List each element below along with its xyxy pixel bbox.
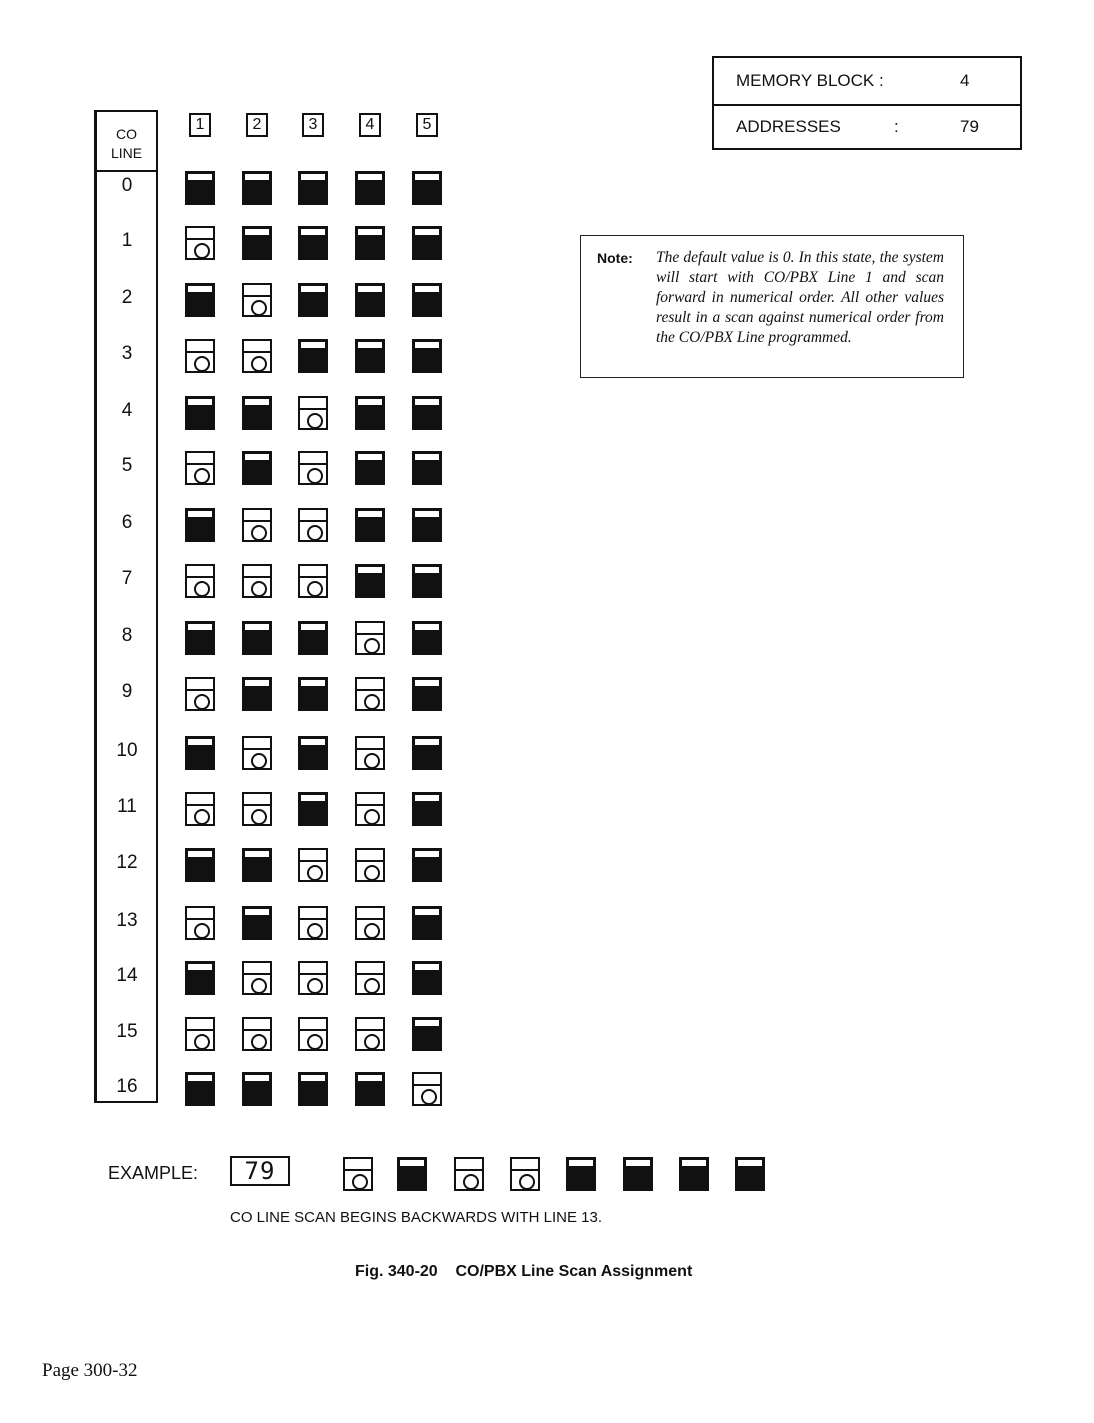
column-header: 5	[416, 113, 438, 137]
switch-off	[185, 848, 215, 882]
switch-off	[298, 171, 328, 205]
switch-on	[355, 792, 385, 826]
memory-block-value: 4	[960, 71, 970, 90]
switch-off	[242, 906, 272, 940]
switch-off	[355, 1072, 385, 1106]
co-line-number: 7	[121, 568, 133, 589]
co-line-header-line1: CO	[116, 126, 137, 142]
switch-on	[242, 564, 272, 598]
switch-off	[242, 848, 272, 882]
switch-off	[412, 621, 442, 655]
example-switch-on	[343, 1157, 373, 1191]
switch-on	[242, 792, 272, 826]
switch-off	[185, 1072, 215, 1106]
switch-on	[355, 677, 385, 711]
switch-off	[242, 396, 272, 430]
switch-off	[412, 451, 442, 485]
switch-off	[412, 171, 442, 205]
switch-off	[355, 226, 385, 260]
column-header: 3	[302, 113, 324, 137]
switch-off	[185, 621, 215, 655]
switch-on	[298, 564, 328, 598]
switch-on	[185, 226, 215, 260]
example-switch-off	[397, 1157, 427, 1191]
switch-off	[242, 621, 272, 655]
switch-off	[412, 848, 442, 882]
switch-off	[355, 451, 385, 485]
co-line-number: 13	[116, 910, 138, 931]
column-header: 2	[246, 113, 268, 137]
switch-off	[355, 283, 385, 317]
co-line-number: 3	[121, 343, 133, 364]
switch-off	[185, 736, 215, 770]
switch-off	[355, 508, 385, 542]
switch-off	[185, 961, 215, 995]
switch-on	[355, 906, 385, 940]
switch-on	[242, 283, 272, 317]
example-switch-on	[454, 1157, 484, 1191]
switch-off	[298, 226, 328, 260]
switch-on	[355, 621, 385, 655]
co-line-number: 4	[121, 400, 133, 421]
switch-on	[355, 736, 385, 770]
switch-on	[298, 396, 328, 430]
switch-on	[298, 508, 328, 542]
switch-on	[298, 848, 328, 882]
switch-off	[412, 508, 442, 542]
co-line-number: 9	[121, 681, 133, 702]
switch-off	[242, 226, 272, 260]
example-switch-off	[623, 1157, 653, 1191]
addresses-colon: :	[894, 117, 899, 136]
example-label: EXAMPLE:	[108, 1163, 199, 1183]
switch-off	[185, 283, 215, 317]
column-header: 4	[359, 113, 381, 137]
co-line-number: 16	[116, 1076, 138, 1097]
column-header: 1	[189, 113, 211, 137]
page-number: Page 300-32	[42, 1360, 138, 1381]
switch-off	[242, 451, 272, 485]
memory-block-row	[714, 58, 1020, 106]
co-line-column	[94, 110, 158, 1103]
switch-on	[242, 961, 272, 995]
co-line-number: 12	[116, 852, 138, 873]
switch-on	[185, 339, 215, 373]
note-label: Note:	[597, 250, 633, 266]
switch-on	[412, 1072, 442, 1106]
switch-on	[185, 677, 215, 711]
co-line-number: 1	[121, 230, 133, 251]
switch-on	[185, 451, 215, 485]
co-line-number: 0	[121, 175, 133, 196]
example-switch-off	[566, 1157, 596, 1191]
example-caption: CO LINE SCAN BEGINS BACKWARDS WITH LINE 13.	[230, 1209, 603, 1226]
switch-off	[412, 906, 442, 940]
switch-off	[412, 677, 442, 711]
switch-on	[298, 961, 328, 995]
switch-off	[185, 171, 215, 205]
example-switch-off	[679, 1157, 709, 1191]
switch-off	[242, 1072, 272, 1106]
switch-on	[355, 1017, 385, 1051]
switch-off	[412, 339, 442, 373]
switch-on	[242, 736, 272, 770]
co-line-number: 14	[116, 965, 138, 986]
co-line-number: 8	[121, 625, 133, 646]
switch-on	[242, 1017, 272, 1051]
switch-off	[242, 677, 272, 711]
switch-off	[185, 396, 215, 430]
switch-off	[355, 396, 385, 430]
switch-off	[298, 677, 328, 711]
memory-block-label: MEMORY BLOCK :	[736, 71, 884, 90]
switch-off	[412, 226, 442, 260]
switch-on	[355, 848, 385, 882]
co-line-number: 2	[121, 287, 133, 308]
example-switch-off	[735, 1157, 765, 1191]
switch-off	[298, 792, 328, 826]
switch-off	[298, 339, 328, 373]
addresses-value: 79	[960, 117, 979, 136]
switch-off	[242, 171, 272, 205]
note-text: The default value is 0. In this state, the system will start with CO/PBX Line 1 and scan forward in numerical order. All other values result in a scan against numerical order from the CO/PBX Line programmed.	[656, 249, 944, 346]
switch-off	[298, 283, 328, 317]
co-line-number: 6	[121, 512, 133, 533]
switch-on	[185, 792, 215, 826]
switch-off	[355, 564, 385, 598]
co-line-number: 5	[121, 455, 133, 476]
switch-off	[412, 792, 442, 826]
switch-on	[185, 564, 215, 598]
figure-caption: Fig. 340-20 CO/PBX Line Scan Assignment	[355, 1263, 693, 1280]
switch-off	[298, 736, 328, 770]
addresses-row	[714, 104, 1020, 150]
switch-off	[412, 961, 442, 995]
switch-on	[298, 906, 328, 940]
switch-off	[412, 564, 442, 598]
addresses-label: ADDRESSES	[736, 117, 841, 136]
memory-address-box	[712, 56, 1022, 150]
co-line-number: 10	[116, 740, 138, 761]
co-line-number: 11	[117, 796, 137, 817]
switch-on	[242, 339, 272, 373]
switch-off	[412, 396, 442, 430]
switch-off	[412, 283, 442, 317]
example-display: 79	[230, 1156, 290, 1186]
switch-on	[355, 961, 385, 995]
example-switch-on	[510, 1157, 540, 1191]
switch-on	[298, 1017, 328, 1051]
switch-on	[185, 1017, 215, 1051]
switch-off	[412, 1017, 442, 1051]
switch-off	[355, 171, 385, 205]
switch-on	[242, 508, 272, 542]
switch-on	[298, 451, 328, 485]
note-box	[580, 235, 964, 378]
co-line-header	[97, 112, 156, 172]
co-line-number: 15	[116, 1021, 138, 1042]
switch-off	[298, 621, 328, 655]
switch-off	[412, 736, 442, 770]
co-line-header-line2: LINE	[110, 145, 143, 161]
switch-on	[185, 906, 215, 940]
switch-off	[185, 508, 215, 542]
switch-off	[298, 1072, 328, 1106]
switch-off	[355, 339, 385, 373]
